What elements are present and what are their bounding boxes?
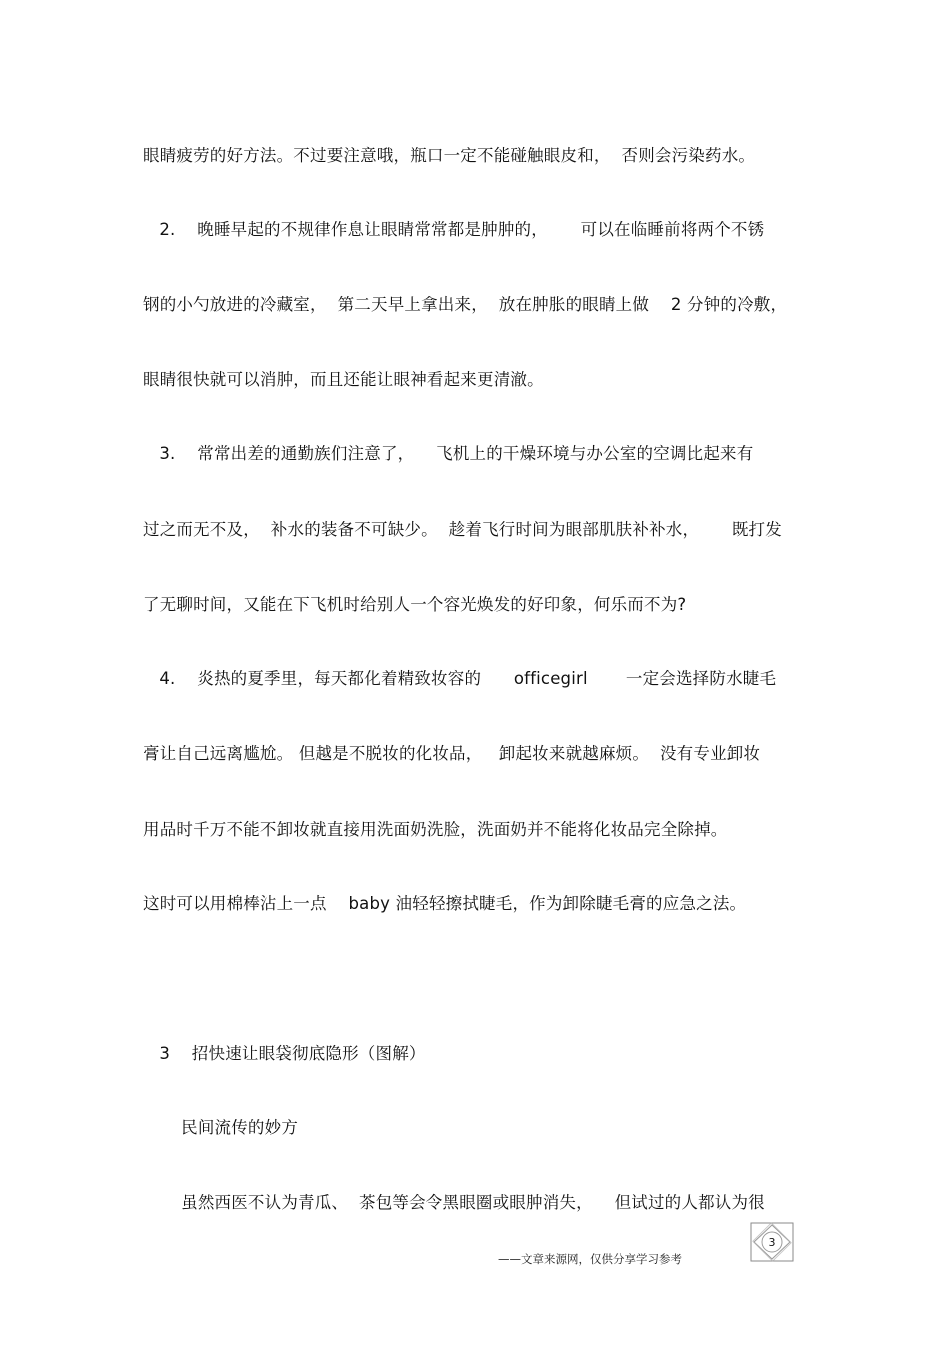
line-9: 膏让自己远离尴尬。 但越是不脱妆的化妆品， 卸起妆来就越麻烦。 没有专业卸妆 — [143, 744, 761, 763]
line-10: 用品时千万不能不卸妆就直接用洗面奶洗脸，洗面奶并不能将化妆品完全除掉。 — [143, 820, 728, 839]
line-4: 眼睛很快就可以消肿，而且还能让眼神看起来更清澈。 — [143, 370, 544, 389]
line-2: 2. 晚睡早起的不规律作息让眼睛常常都是肿肿的， 可以在临睡前将两个不锈 — [143, 220, 765, 239]
line-1: 眼睛疲劳的好方法。不过要注意哦，瓶口一定不能碰触眼皮和， 否则会污染药水。 — [143, 146, 756, 165]
subheading: 民间流传的妙方 — [143, 1118, 299, 1137]
line-11: 这时可以用棉棒沾上一点 baby 油轻轻擦拭睫毛，作为卸除睫毛膏的应急之法。 — [143, 894, 747, 913]
line-5: 3. 常常出差的通勤族们注意了， 飞机上的干燥环境与办公室的空调比起来有 — [143, 444, 754, 463]
line-7: 了无聊时间，又能在下飞机时给别人一个容光焕发的好印象，何乐而不为? — [143, 595, 687, 614]
line-14: 虽然西医不认为青瓜、 茶包等会令黑眼圈或眼肿消失， 但试过的人都认为很 — [143, 1193, 765, 1212]
line-6: 过之而无不及， 补水的装备不可缺少。 趁着飞行时间为眼部肌肤补补水， 既打发 — [143, 520, 782, 539]
footer-note: ——文章来源网，仅供分享学习参考 — [498, 1252, 682, 1266]
line-3: 钢的小勺放进的冷藏室， 第二天早上拿出来， 放在肿胀的眼睛上做 2 分钟的冷敷， — [143, 295, 788, 314]
page-number-badge — [750, 1222, 794, 1262]
section-heading: 3 招快速让眼袋彻底隐形（图解） — [143, 1044, 426, 1063]
page-number: 3 — [768, 1235, 776, 1249]
line-8: 4. 炎热的夏季里，每天都化着精致妆容的 officegirl 一定会选择防水睫毛 — [143, 669, 777, 688]
